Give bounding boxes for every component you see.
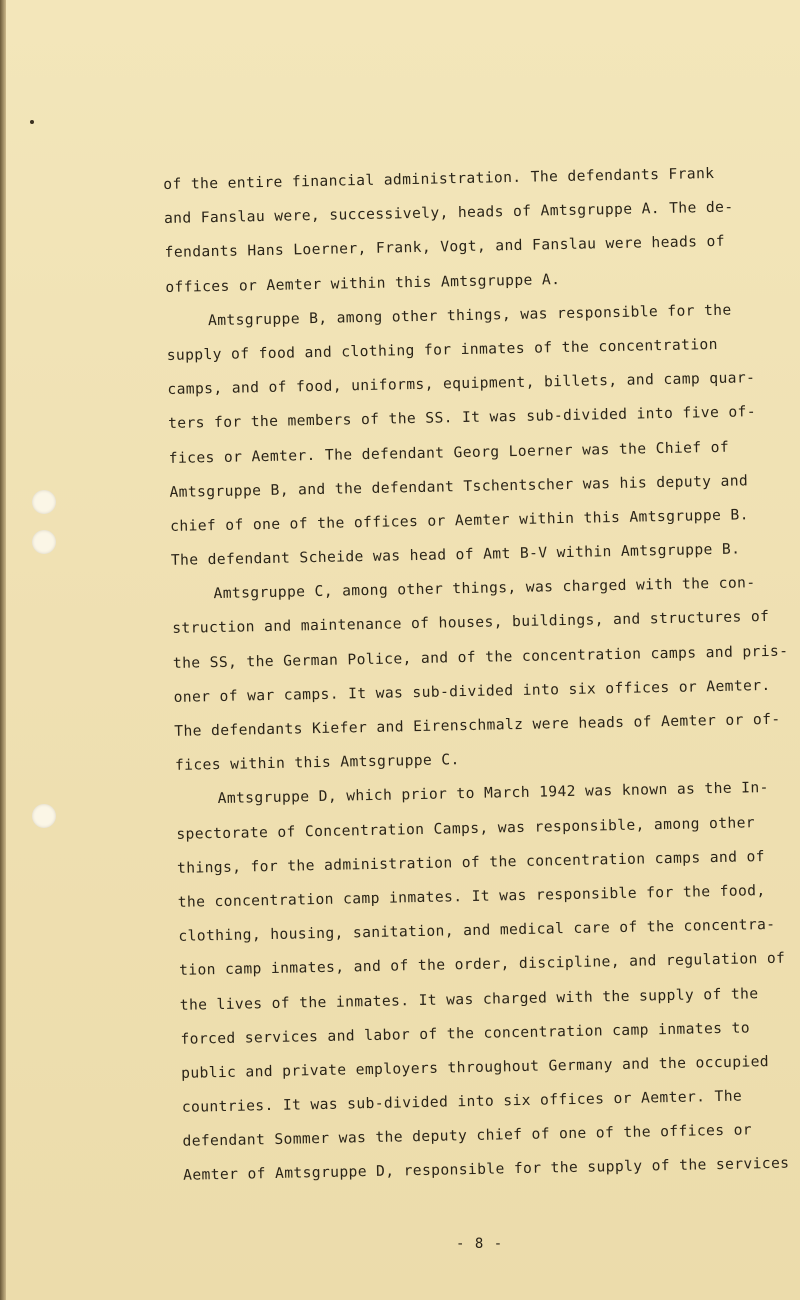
- text-line: tion camp inmates, and of the order, discipline, and regulation of: [178, 949, 786, 980]
- text-line: the SS, the German Police, and of the concentration camps and pris-: [172, 642, 789, 672]
- text-line: the lives of the inmates. It was charged with the supply of the: [179, 984, 759, 1014]
- text-line: struction and maintenance of houses, buildings, and structures of: [172, 608, 770, 638]
- text-line: The defendants Kiefer and Eirenschmalz were heads of Aemter or of-: [174, 710, 781, 740]
- text-line: oner of war camps. It was sub-divided into six offices or Aemter.: [173, 676, 771, 706]
- text-line: fendants Hans Loerner, Frank, Vogt, and Fanslau were heads of: [164, 233, 726, 262]
- text-line: things, for the administration of the concentration camps and of: [176, 847, 766, 877]
- text-line: ters for the members of the SS. It was sub-divided into five of-: [167, 403, 757, 433]
- text-line: offices or Aemter within this Amtsgruppe A.: [165, 270, 561, 296]
- text-line: Amtsgruppe C, among other things, was charged with the con-: [213, 574, 756, 603]
- text-line: Aemter of Amtsgruppe D, responsible for the supply of the services: [183, 1155, 790, 1185]
- text-line: of the entire financial administration. The defendants Frank: [163, 164, 715, 193]
- text-line: clothing, housing, sanitation, and medical care of the concentra-: [178, 915, 776, 945]
- text-line: camps, and of food, uniforms, equipment, billets, and camp quar-: [167, 369, 756, 399]
- text-line: supply of food and clothing for inmates of the concentration: [166, 335, 718, 364]
- punch-hole: [32, 804, 56, 828]
- text-line: The defendant Scheide was head of Amt B-V within Amtsgruppe B.: [170, 540, 741, 569]
- text-line: and Fanslau were, successively, heads of Amtsgruppe A. The de-: [163, 198, 734, 228]
- punch-hole: [32, 530, 56, 554]
- document-body-text: [163, 156, 790, 1193]
- page-edge-shadow: [0, 0, 6, 1300]
- ink-speck: [30, 120, 34, 124]
- text-line: Amtsgruppe D, which prior to March 1942 was known as the In-: [217, 779, 769, 808]
- text-line: public and private employers throughout Germany and the occupied: [181, 1052, 770, 1082]
- text-line: chief of one of the offices or Aemter within this Amtsgruppe B.: [170, 506, 749, 535]
- text-line: forced services and labor of the concentration camp inmates to: [180, 1019, 751, 1048]
- text-line: fices or Aemter. The defendant Georg Loerner was the Chief of: [168, 438, 730, 467]
- text-line: defendant Sommer was the deputy chief of one of the offices or: [182, 1121, 753, 1151]
- text-line: Amtsgruppe B, and the defendant Tschentscher was his deputy and: [169, 472, 749, 501]
- page-number: - 8 -: [456, 1236, 504, 1252]
- text-line: Amtsgruppe B, among other things, was responsible for the: [207, 301, 732, 329]
- text-line: the concentration camp inmates. It was responsible for the food,: [177, 881, 766, 911]
- text-line: fices within this Amtsgruppe C.: [174, 751, 460, 775]
- text-line: spectorate of Concentration Camps, was responsible, among other: [176, 813, 756, 843]
- punch-hole: [32, 490, 56, 514]
- text-line: countries. It was sub-divided into six offices or Aemter. The: [181, 1087, 743, 1116]
